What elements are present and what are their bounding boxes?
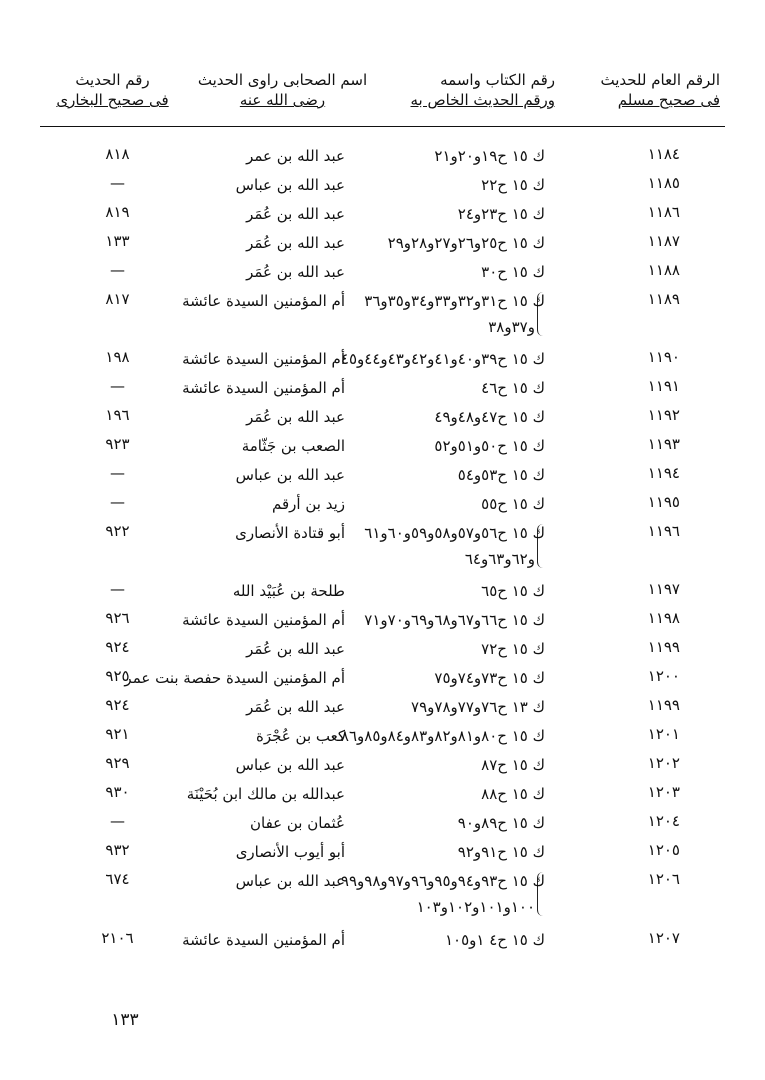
narrator-name: أم المؤمنين السيدة عائشة [182, 350, 345, 368]
book-reference: ك ١٥ ح٨٨ [481, 785, 545, 803]
narrator-name: الصعب بن جَثّامة [241, 437, 345, 455]
bukhari-number: ٢١٠٦ [101, 929, 134, 947]
bukhari-number: ٩٢٢ [105, 522, 130, 540]
narrator-name: عبدالله بن مالك ابن بُحَيْنَة [186, 785, 345, 803]
hadith-number: ١١٨٨ [647, 261, 680, 279]
narrator-name: عبد الله بن عُمَر [246, 408, 345, 426]
book-reference: ك ١٥ ح٢٢ [481, 176, 545, 194]
bukhari-number: ٨١٧ [105, 290, 130, 308]
header-bukhari-line1: رقم الحديث [75, 71, 150, 89]
header-hadith-number-line2: فى صحيح مسلم [617, 91, 720, 109]
hadith-number: ١١٩٩ [647, 696, 680, 714]
hadith-number: ١١٩٣ [647, 435, 680, 453]
bukhari-number: — [110, 812, 125, 830]
table-row [0, 172, 765, 201]
table-row [0, 578, 765, 607]
bukhari-number: ٩٢٥ [105, 667, 130, 685]
table-row [0, 230, 765, 259]
page-number: ١٣٣ [111, 1010, 139, 1030]
header-narrator-line2: رضى الله عنه [239, 91, 326, 109]
book-reference: ك ١٣ ح٧٦و٧٧و٧٨و٧٩ [411, 698, 545, 716]
header-book-number [385, 70, 555, 110]
book-reference: ك ١٥ ح٩١و٩٢ [457, 843, 545, 861]
hadith-number: ١٢٠٢ [647, 754, 680, 772]
bukhari-number: ١٣٣ [105, 232, 130, 250]
narrator-name: أم المؤمنين السيدة عائشة [182, 611, 345, 629]
table-row [0, 433, 765, 462]
bukhari-number: ٩٢٤ [105, 638, 130, 656]
hadith-number: ١١٩٧ [647, 580, 680, 598]
narrator-name: عبد الله بن عمر [246, 147, 345, 165]
bukhari-number: — [110, 174, 125, 192]
book-reference: ك ١٥ ح٤٧و٤٨و٤٩ [434, 408, 545, 426]
narrator-name: أم المؤمنين السيدة عائشة [182, 292, 345, 310]
table-row [0, 346, 765, 375]
table-row [0, 810, 765, 839]
book-reference [340, 868, 545, 916]
narrator-name: عبد الله بن عُمَر [246, 234, 345, 252]
table-row [0, 491, 765, 520]
book-reference: ك ١٥ ح٥٣و٥٤ [457, 466, 545, 484]
table-row [0, 781, 765, 810]
narrator-name: زيد بن أرقم [272, 495, 345, 513]
bukhari-number: — [110, 261, 125, 279]
book-reference: ك ١٥ ح٧٢ [481, 640, 545, 658]
table-row [0, 868, 765, 927]
table-row [0, 694, 765, 723]
book-reference: ك ١٥ ح٦٦و٦٧و٦٨و٦٩و٧٠و٧١ [364, 611, 545, 629]
table-row [0, 752, 765, 781]
header-narrator [190, 70, 375, 110]
narrator-name: كعب بن عُجْرَة [255, 727, 345, 745]
narrator-name: أبو قتادة الأنصارى [235, 524, 345, 542]
hadith-number: ١١٩٢ [647, 406, 680, 424]
narrator-name: عبد الله بن عباس [235, 756, 345, 774]
bukhari-number: — [110, 580, 125, 598]
table-row [0, 404, 765, 433]
book-reference: ك ١٥ ح٢٣و٢٤ [457, 205, 545, 223]
table-row [0, 927, 765, 956]
bukhari-number: ٩٢٦ [105, 609, 130, 627]
hadith-number: ١١٩٤ [647, 464, 680, 482]
book-reference: ك ١٥ ح٨٩و٩٠ [457, 814, 545, 832]
bukhari-number: ١٩٨ [105, 348, 130, 366]
hadith-number: ١٢٠٥ [647, 841, 680, 859]
bukhari-number: ٩٣٢ [105, 841, 130, 859]
hadith-number: ١١٩٩ [647, 638, 680, 656]
bukhari-number: — [110, 464, 125, 482]
hadith-number: ١٢٠٦ [647, 870, 680, 888]
narrator-name: عبد الله بن عباس [235, 466, 345, 484]
header-hadith-number-line1: الرقم العام للحديث [600, 71, 720, 89]
book-reference-line2: ١٠٠و١٠١و١٠٢و١٠٣ [416, 898, 535, 916]
hadith-number: ١١٩٨ [647, 609, 680, 627]
table-row [0, 607, 765, 636]
bukhari-number: ٨١٨ [105, 145, 130, 163]
table-row [0, 723, 765, 752]
book-reference: ك ١٥ ح٥٥ [481, 495, 545, 513]
bukhari-number: ٩٣٠ [105, 783, 130, 801]
bukhari-number: — [110, 493, 125, 511]
table-row [0, 520, 765, 578]
hadith-number: ١١٩٠ [647, 348, 680, 366]
book-reference: ك ١٥ ح٨٠و٨١و٨٢و٨٣و٨٤و٨٥و٨٦ [340, 727, 545, 745]
hadith-number: ١٢٠٤ [647, 812, 680, 830]
narrator-name: عبد الله بن عُمَر [246, 205, 345, 223]
bukhari-number: ١٩٦ [105, 406, 130, 424]
header-divider [40, 126, 725, 127]
bukhari-number: — [110, 377, 125, 395]
hadith-number: ١١٨٥ [647, 174, 680, 192]
book-reference: ك ١٥ ح٧٣و٧٤و٧٥ [434, 669, 545, 687]
book-reference [345, 520, 545, 568]
bukhari-number: ٩٢١ [105, 725, 130, 743]
bukhari-number: ٩٢٤ [105, 696, 130, 714]
narrator-name: أبو أيوب الأنصارى [235, 843, 345, 861]
header-hadith-number [560, 70, 720, 110]
hadith-number: ١٢٠٠ [647, 667, 680, 685]
header-narrator-line1: اسم الصحابى راوى الحديث [197, 71, 368, 89]
book-reference: ك ١٥ ح٤ ١و١٠٥ [444, 931, 545, 949]
bukhari-number: ٦٧٤ [105, 870, 130, 888]
hadith-number: ١٢٠٣ [647, 783, 680, 801]
book-reference [345, 288, 545, 336]
book-reference: ك ١٥ ح١٩و٢٠و٢١ [434, 147, 545, 165]
book-reference: ك ١٥ ح٦٥ [481, 582, 545, 600]
book-reference: ك ١٥ ح٢٥و٢٦و٢٧و٢٨و٢٩ [387, 234, 545, 252]
table-row [0, 143, 765, 172]
narrator-name: عُثمان بن عفان [250, 814, 345, 832]
book-reference-line2: و٣٧و٣٨ [488, 318, 535, 336]
hadith-number: ١١٨٦ [647, 203, 680, 221]
header-bukhari-line2: فى صحيح البخارى [56, 91, 169, 109]
narrator-name: عبد الله بن عُمَر [246, 263, 345, 281]
table-row [0, 839, 765, 868]
hadith-number: ١١٩١ [647, 377, 680, 395]
header-book-number-line2: ورقم الحديث الخاص به [410, 91, 555, 109]
book-reference-line1: ك ١٥ ح٩٣و٩٤و٩٥و٩٦و٩٧و٩٨و٩٩ [340, 872, 545, 890]
hadith-number: ١٢٠٧ [647, 929, 680, 947]
narrator-name: عبد الله بن عباس [235, 176, 345, 194]
book-reference: ك ١٥ ح٥٠و٥١و٥٢ [434, 437, 545, 455]
book-reference: ك ١٥ ح٣٩و٤٠و٤١و٤٢و٤٣و٤٤و٤٥ [340, 350, 545, 368]
book-reference-line1: ك ١٥ ح٥٦و٥٧و٥٨و٥٩و٦٠و٦١ [364, 524, 545, 542]
table-row [0, 201, 765, 230]
bukhari-number: ٩٢٣ [105, 435, 130, 453]
narrator-name: عبد الله بن عُمَر [246, 698, 345, 716]
book-reference-line2: و٦٢و٦٣و٦٤ [464, 550, 535, 568]
narrator-name: أم المؤمنين السيدة عائشة [182, 931, 345, 949]
hadith-number: ١١٩٥ [647, 493, 680, 511]
narrator-name: أم المؤمنين السيدة حفصة بنت عمر [124, 669, 345, 687]
table-row [0, 665, 765, 694]
table-row [0, 462, 765, 491]
table-row [0, 375, 765, 404]
narrator-name: عبد الله بن عباس [235, 872, 345, 890]
bukhari-number: ٨١٩ [105, 203, 130, 221]
book-reference: ك ١٥ ح٣٠ [481, 263, 545, 281]
table-row [0, 259, 765, 288]
hadith-number: ١١٨٧ [647, 232, 680, 250]
book-reference: ك ١٥ ح٨٧ [481, 756, 545, 774]
header-book-number-line1: رقم الكتاب واسمه [440, 71, 555, 89]
header-bukhari-number [40, 70, 185, 110]
bukhari-number: ٩٢٩ [105, 754, 130, 772]
book-reference-line1: ك ١٥ ح٣١و٣٢و٣٣و٣٤و٣٥و٣٦ [364, 292, 545, 310]
narrator-name: طلحة بن عُبَيْد الله [232, 582, 345, 600]
narrator-name: عبد الله بن عُمَر [246, 640, 345, 658]
book-reference: ك ١٥ ح٤٦ [481, 379, 545, 397]
hadith-table [0, 143, 765, 956]
hadith-number: ١٢٠١ [647, 725, 680, 743]
table-row [0, 288, 765, 346]
hadith-number: ١١٨٤ [647, 145, 680, 163]
hadith-number: ١١٨٩ [647, 290, 680, 308]
table-row [0, 636, 765, 665]
hadith-number: ١١٩٦ [647, 522, 680, 540]
narrator-name: أم المؤمنين السيدة عائشة [182, 379, 345, 397]
